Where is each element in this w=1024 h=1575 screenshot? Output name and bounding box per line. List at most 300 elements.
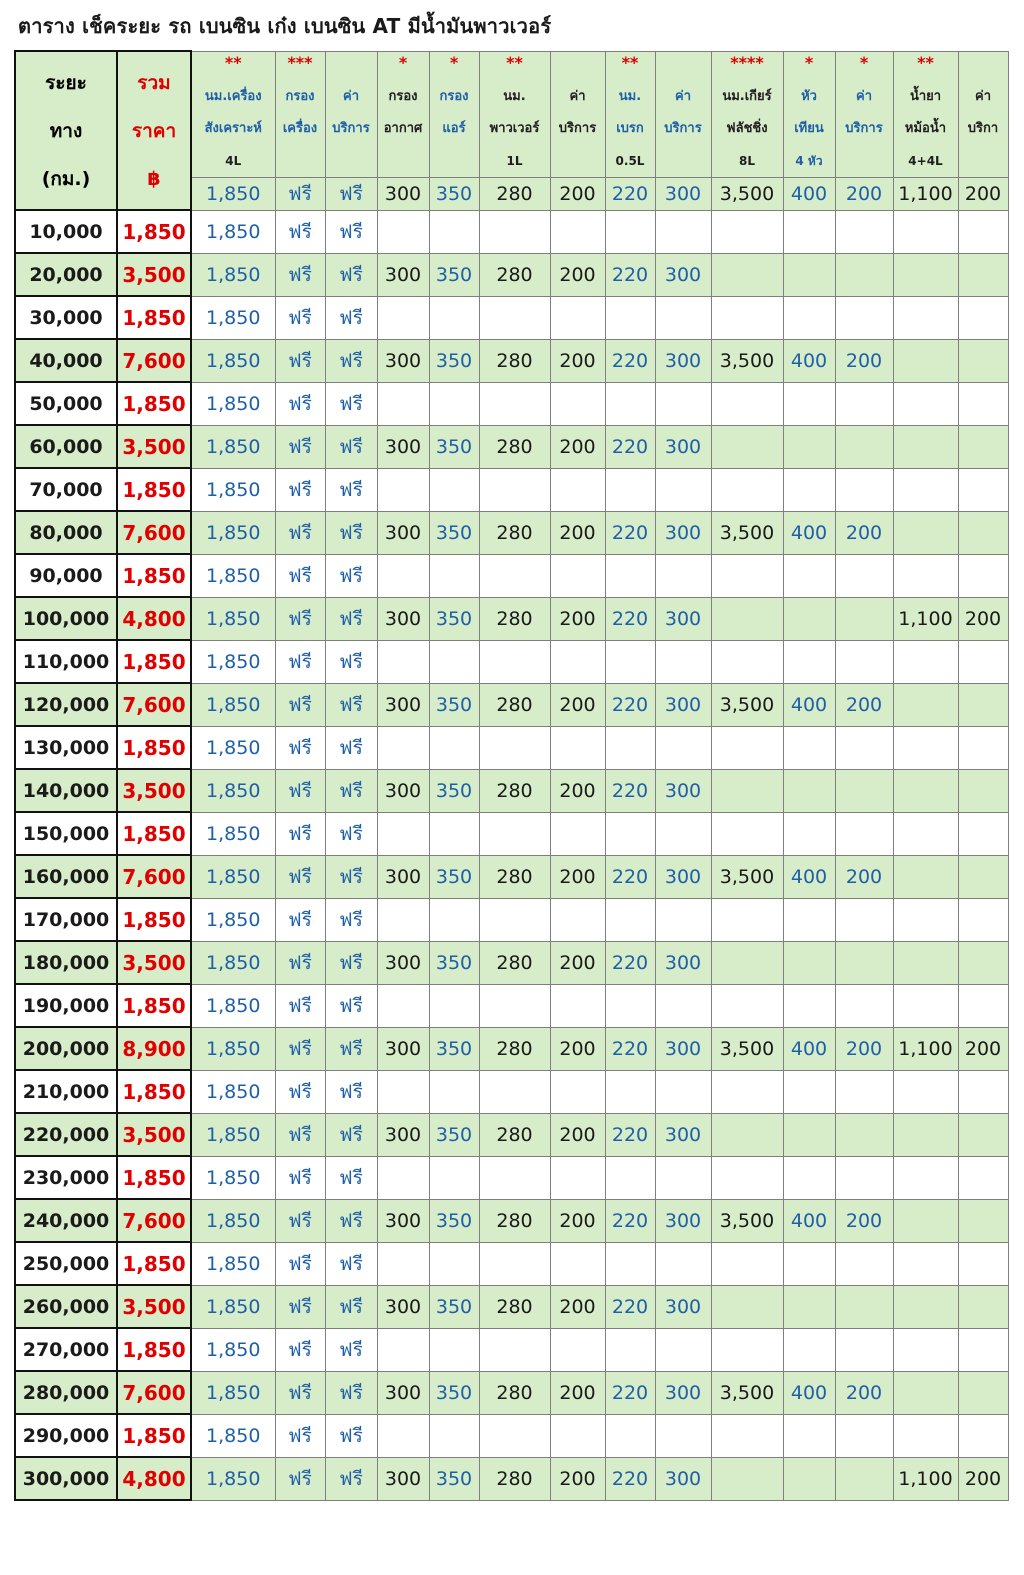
distance-cell: 160,000 [15, 855, 117, 898]
service-cell [429, 210, 479, 253]
service-cell [711, 640, 783, 683]
service-cell: ฟรี [325, 941, 377, 984]
service-cell [835, 1328, 893, 1371]
service-cell [479, 1242, 550, 1285]
service-cell: 300 [377, 253, 429, 296]
service-cell: 220 [605, 1457, 655, 1500]
unit-price-cell: 220 [605, 177, 655, 210]
service-cell: 280 [479, 1113, 550, 1156]
service-cell [550, 554, 605, 597]
service-cell [429, 898, 479, 941]
service-cell [893, 210, 958, 253]
total-price-cell: 1,850 [117, 984, 191, 1027]
service-cell: 280 [479, 597, 550, 640]
service-cell: ฟรี [325, 683, 377, 726]
column-header-unit: 4L [225, 153, 242, 168]
table-row [15, 769, 1008, 812]
service-cell: ฟรี [275, 1070, 325, 1113]
service-cell [711, 898, 783, 941]
service-cell [479, 296, 550, 339]
service-cell: 200 [835, 1199, 893, 1242]
service-cell: 200 [550, 511, 605, 554]
table-row [15, 468, 1008, 511]
service-cell: 400 [783, 683, 835, 726]
column-header-line2: เครื่อง [282, 120, 318, 136]
service-cell: 1,850 [191, 1027, 275, 1070]
service-cell: ฟรี [275, 382, 325, 425]
service-cell: 1,850 [191, 597, 275, 640]
priority-stars [551, 52, 605, 74]
service-cell: 200 [958, 1027, 1008, 1070]
service-cell [655, 382, 711, 425]
service-cell: 300 [655, 511, 711, 554]
column-header [893, 51, 958, 177]
service-cell: 300 [655, 425, 711, 468]
table-row [15, 1414, 1008, 1457]
service-cell: 220 [605, 1113, 655, 1156]
service-cell: ฟรี [275, 855, 325, 898]
service-cell: 1,850 [191, 425, 275, 468]
service-cell [429, 382, 479, 425]
service-cell: 350 [429, 1199, 479, 1242]
service-cell [429, 468, 479, 511]
service-cell: ฟรี [325, 296, 377, 339]
distance-cell: 300,000 [15, 1457, 117, 1500]
column-header-line1: ค่า [569, 88, 586, 104]
column-header-unit [378, 151, 429, 171]
service-cell [711, 253, 783, 296]
service-cell: 200 [550, 425, 605, 468]
service-cell [550, 1156, 605, 1199]
table-row [15, 1027, 1008, 1070]
service-cell [893, 425, 958, 468]
service-cell: 300 [377, 425, 429, 468]
service-cell: ฟรี [275, 640, 325, 683]
service-cell: 280 [479, 941, 550, 984]
priority-stars [959, 52, 1008, 74]
service-cell: ฟรี [325, 425, 377, 468]
total-header [117, 51, 191, 210]
service-cell [958, 296, 1008, 339]
service-cell: ฟรี [325, 554, 377, 597]
service-cell: 280 [479, 1199, 550, 1242]
service-cell [605, 296, 655, 339]
column-header-unit: 0.5L [615, 153, 645, 168]
service-cell: ฟรี [275, 1242, 325, 1285]
service-cell: ฟรี [275, 253, 325, 296]
service-cell [835, 640, 893, 683]
service-cell: 300 [377, 1457, 429, 1500]
service-cell: ฟรี [325, 1328, 377, 1371]
service-cell [655, 812, 711, 855]
service-cell: 1,850 [191, 1156, 275, 1199]
service-cell [377, 210, 429, 253]
service-cell [835, 554, 893, 597]
service-cell: 400 [783, 1371, 835, 1414]
service-cell [550, 296, 605, 339]
total-price-cell: 7,600 [117, 511, 191, 554]
service-cell [783, 941, 835, 984]
distance-cell: 10,000 [15, 210, 117, 253]
service-cell: 1,850 [191, 1199, 275, 1242]
service-cell: ฟรี [275, 769, 325, 812]
service-cell: 350 [429, 1285, 479, 1328]
service-cell: ฟรี [325, 210, 377, 253]
column-header-line1: นม. [503, 88, 526, 104]
service-cell: 220 [605, 253, 655, 296]
service-cell: ฟรี [325, 812, 377, 855]
service-cell: 200 [550, 769, 605, 812]
distance-cell: 90,000 [15, 554, 117, 597]
unit-price-cell: 300 [377, 177, 429, 210]
column-header-line1: ค่า [675, 88, 691, 104]
total-price-cell: 1,850 [117, 726, 191, 769]
service-cell [835, 1414, 893, 1457]
unit-price-cell: 3,500 [711, 177, 783, 210]
service-cell: 300 [377, 511, 429, 554]
service-cell [958, 769, 1008, 812]
service-cell [479, 1070, 550, 1113]
service-cell [835, 382, 893, 425]
service-cell [479, 210, 550, 253]
column-header [191, 51, 275, 177]
table-row [15, 339, 1008, 382]
service-cell: 300 [655, 941, 711, 984]
service-cell [605, 726, 655, 769]
service-cell [958, 382, 1008, 425]
table-row [15, 554, 1008, 597]
service-cell: 350 [429, 425, 479, 468]
table-row [15, 1070, 1008, 1113]
distance-cell: 240,000 [15, 1199, 117, 1242]
service-cell [550, 1414, 605, 1457]
service-cell: ฟรี [275, 554, 325, 597]
distance-cell: 280,000 [15, 1371, 117, 1414]
service-cell: ฟรี [275, 683, 325, 726]
service-cell [711, 1328, 783, 1371]
service-cell: 350 [429, 769, 479, 812]
unit-price-cell: 280 [479, 177, 550, 210]
service-cell [711, 468, 783, 511]
service-cell [835, 597, 893, 640]
service-cell: ฟรี [275, 1457, 325, 1500]
header-row [15, 51, 1008, 177]
service-cell [958, 1371, 1008, 1414]
service-cell [377, 984, 429, 1027]
service-cell: 220 [605, 683, 655, 726]
priority-stars: * [859, 52, 869, 72]
service-cell: ฟรี [275, 812, 325, 855]
service-cell: 300 [655, 1113, 711, 1156]
service-cell [550, 1328, 605, 1371]
service-cell [605, 1070, 655, 1113]
service-cell: 200 [550, 1285, 605, 1328]
column-header-unit [656, 151, 711, 171]
unit-price-cell: 400 [783, 177, 835, 210]
service-cell: 300 [655, 855, 711, 898]
column-header-line1: ค่า [343, 88, 359, 104]
service-cell [605, 210, 655, 253]
column-header-unit: 4 หัว [795, 153, 823, 168]
service-cell [783, 898, 835, 941]
service-cell: 3,500 [711, 511, 783, 554]
service-cell: 1,850 [191, 253, 275, 296]
column-header-unit [326, 151, 377, 171]
service-cell [605, 1328, 655, 1371]
service-cell [783, 597, 835, 640]
maintenance-schedule-table [14, 50, 1009, 1501]
service-cell: 300 [655, 597, 711, 640]
service-cell [550, 210, 605, 253]
service-cell [958, 1113, 1008, 1156]
service-cell: 300 [377, 1113, 429, 1156]
table-row [15, 597, 1008, 640]
service-cell: 280 [479, 511, 550, 554]
service-cell [893, 1242, 958, 1285]
service-cell: 200 [835, 1371, 893, 1414]
table-row [15, 941, 1008, 984]
service-cell: ฟรี [325, 984, 377, 1027]
service-cell: ฟรี [275, 726, 325, 769]
distance-cell: 150,000 [15, 812, 117, 855]
service-cell [605, 898, 655, 941]
service-cell [605, 382, 655, 425]
service-cell [479, 640, 550, 683]
column-header-line1: น้ำยา [909, 88, 942, 104]
service-cell [958, 812, 1008, 855]
service-cell [893, 640, 958, 683]
service-cell [783, 468, 835, 511]
service-cell [958, 1414, 1008, 1457]
service-cell: 1,850 [191, 382, 275, 425]
service-cell [711, 1113, 783, 1156]
total-header-line: ราคา [131, 119, 177, 142]
service-cell: 300 [377, 1371, 429, 1414]
service-cell [783, 554, 835, 597]
column-header-unit [836, 151, 893, 171]
service-cell [893, 1371, 958, 1414]
column-header [655, 51, 711, 177]
service-cell: 350 [429, 855, 479, 898]
service-cell [893, 1328, 958, 1371]
service-cell: 300 [655, 1285, 711, 1328]
service-cell: 200 [550, 253, 605, 296]
column-header-unit: 8L [739, 153, 755, 168]
service-cell: 220 [605, 1371, 655, 1414]
column-header [711, 51, 783, 177]
total-price-cell: 3,500 [117, 253, 191, 296]
service-cell: ฟรี [325, 1199, 377, 1242]
service-cell: 300 [377, 683, 429, 726]
service-cell: ฟรี [275, 296, 325, 339]
total-header-line: รวม [137, 71, 171, 94]
service-cell: 350 [429, 253, 479, 296]
distance-cell: 230,000 [15, 1156, 117, 1199]
service-cell: 220 [605, 1199, 655, 1242]
service-cell: 300 [377, 941, 429, 984]
service-cell [655, 296, 711, 339]
distance-cell: 60,000 [15, 425, 117, 468]
column-header-unit [276, 151, 325, 171]
service-cell [377, 1414, 429, 1457]
service-cell: ฟรี [275, 1414, 325, 1457]
service-cell [655, 1070, 711, 1113]
service-cell [893, 1414, 958, 1457]
service-cell: 280 [479, 1285, 550, 1328]
service-cell: 300 [377, 597, 429, 640]
service-cell [893, 812, 958, 855]
column-header-line1: กรอง [388, 88, 418, 104]
service-cell: 280 [479, 253, 550, 296]
distance-cell: 290,000 [15, 1414, 117, 1457]
service-cell [550, 812, 605, 855]
unit-price-cell: 300 [655, 177, 711, 210]
column-header-line2: อากาศ [383, 120, 423, 136]
service-cell: ฟรี [275, 1371, 325, 1414]
total-price-cell: 1,850 [117, 812, 191, 855]
column-header-unit [430, 151, 479, 171]
service-cell [550, 726, 605, 769]
column-header-line2: แอร์ [442, 120, 466, 136]
service-cell [605, 1414, 655, 1457]
service-cell [835, 296, 893, 339]
service-cell [479, 468, 550, 511]
table-row [15, 253, 1008, 296]
service-cell: 200 [550, 1113, 605, 1156]
service-cell [958, 855, 1008, 898]
service-cell: 1,850 [191, 554, 275, 597]
distance-cell: 200,000 [15, 1027, 117, 1070]
total-price-cell: 3,500 [117, 941, 191, 984]
service-cell [958, 1199, 1008, 1242]
service-cell [835, 812, 893, 855]
service-cell: 220 [605, 1285, 655, 1328]
service-cell: 300 [655, 253, 711, 296]
service-cell [655, 898, 711, 941]
service-cell [479, 382, 550, 425]
column-header-line2: สังเคราะห์ [204, 120, 262, 136]
service-cell [377, 812, 429, 855]
service-cell [958, 1285, 1008, 1328]
distance-cell: 210,000 [15, 1070, 117, 1113]
service-cell: ฟรี [325, 1371, 377, 1414]
service-cell [958, 511, 1008, 554]
service-cell [711, 769, 783, 812]
service-cell [655, 1156, 711, 1199]
table-row [15, 1113, 1008, 1156]
service-cell [605, 554, 655, 597]
service-cell [893, 468, 958, 511]
distance-cell: 110,000 [15, 640, 117, 683]
service-cell: 400 [783, 855, 835, 898]
distance-cell: 180,000 [15, 941, 117, 984]
total-header-line: ฿ [147, 167, 161, 190]
service-cell: 1,850 [191, 511, 275, 554]
distance-cell: 220,000 [15, 1113, 117, 1156]
service-cell [479, 1328, 550, 1371]
service-cell: 350 [429, 339, 479, 382]
service-cell [835, 898, 893, 941]
total-price-cell: 3,500 [117, 425, 191, 468]
service-cell: 200 [550, 1457, 605, 1500]
service-cell [958, 1328, 1008, 1371]
service-cell [550, 1070, 605, 1113]
table-row [15, 1457, 1008, 1500]
service-cell [835, 984, 893, 1027]
service-cell: 350 [429, 511, 479, 554]
service-cell: ฟรี [325, 1113, 377, 1156]
service-cell: 1,850 [191, 769, 275, 812]
distance-cell: 170,000 [15, 898, 117, 941]
service-cell [479, 984, 550, 1027]
service-cell: 300 [655, 1199, 711, 1242]
service-cell: 300 [377, 769, 429, 812]
service-cell: 3,500 [711, 339, 783, 382]
service-cell: ฟรี [275, 1113, 325, 1156]
service-cell [429, 1414, 479, 1457]
service-cell [377, 1070, 429, 1113]
service-cell [835, 726, 893, 769]
service-cell: 3,500 [711, 1199, 783, 1242]
column-header-line1: นม. [618, 88, 642, 104]
table-row [15, 984, 1008, 1027]
service-cell [429, 640, 479, 683]
service-cell [893, 898, 958, 941]
service-cell: 280 [479, 1457, 550, 1500]
service-cell: 350 [429, 1113, 479, 1156]
service-cell: 1,850 [191, 984, 275, 1027]
service-cell: 300 [655, 683, 711, 726]
service-cell: 400 [783, 1199, 835, 1242]
service-cell [893, 1285, 958, 1328]
service-cell [835, 425, 893, 468]
priority-stars: ** [224, 52, 242, 72]
service-cell [958, 210, 1008, 253]
service-cell: 1,850 [191, 1113, 275, 1156]
service-cell: ฟรี [325, 1070, 377, 1113]
service-cell [605, 468, 655, 511]
service-cell [783, 1156, 835, 1199]
unit-price-cell: 200 [958, 177, 1008, 210]
table-row [15, 210, 1008, 253]
column-header [377, 51, 429, 177]
distance-cell: 40,000 [15, 339, 117, 382]
service-cell: ฟรี [275, 1328, 325, 1371]
service-cell [893, 1113, 958, 1156]
service-cell [711, 726, 783, 769]
service-cell: 1,850 [191, 898, 275, 941]
service-cell: 1,850 [191, 726, 275, 769]
service-cell [605, 812, 655, 855]
column-header-line2: บริการ [332, 120, 370, 136]
service-cell: 220 [605, 511, 655, 554]
service-cell: ฟรี [275, 1285, 325, 1328]
service-cell: 400 [783, 1027, 835, 1070]
total-price-cell: 1,850 [117, 640, 191, 683]
service-cell: 3,500 [711, 855, 783, 898]
table-row [15, 1242, 1008, 1285]
service-cell [605, 1242, 655, 1285]
service-cell [783, 1242, 835, 1285]
service-cell [479, 1156, 550, 1199]
service-cell [429, 1242, 479, 1285]
service-cell [479, 898, 550, 941]
unit-price-cell: ฟรี [325, 177, 377, 210]
service-cell: ฟรี [325, 769, 377, 812]
service-cell: 3,500 [711, 1027, 783, 1070]
service-cell: ฟรี [275, 941, 325, 984]
service-cell [429, 296, 479, 339]
